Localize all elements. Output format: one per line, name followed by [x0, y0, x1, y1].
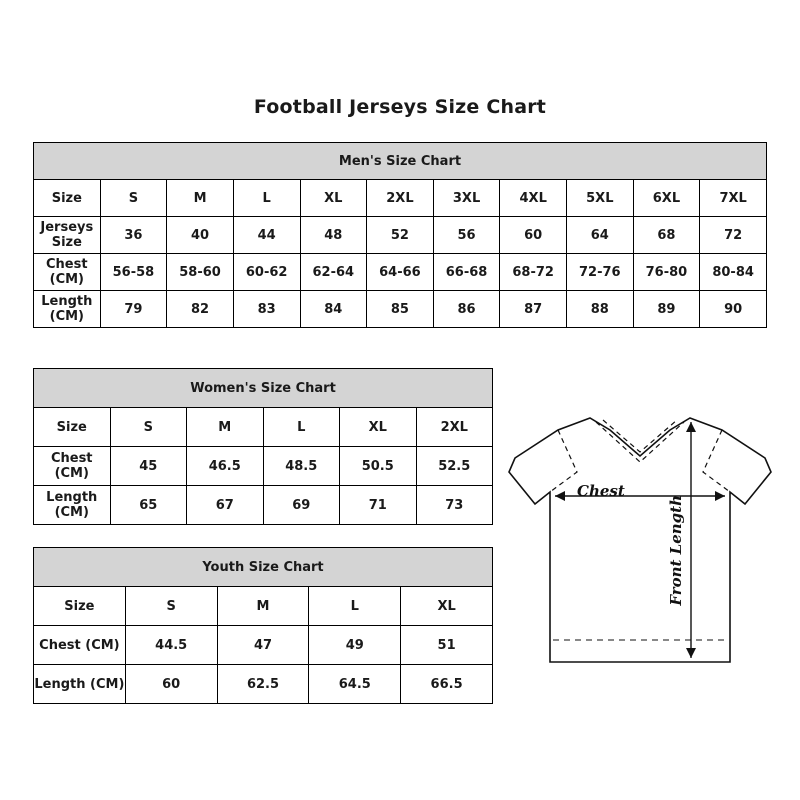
cell: 60	[500, 217, 567, 254]
cell: M	[217, 587, 309, 626]
cell: 88	[567, 291, 634, 328]
cell: 44.5	[125, 626, 217, 665]
cell: 48	[300, 217, 367, 254]
cell: 60	[125, 665, 217, 704]
row-label: Length (CM)	[34, 665, 126, 704]
chest-label: Chest	[577, 482, 625, 500]
cell: 56-58	[100, 254, 167, 291]
cell: 4XL	[500, 180, 567, 217]
table-row	[34, 447, 493, 486]
table-row	[34, 180, 767, 217]
chest-arrow-right-icon	[715, 491, 725, 501]
row-label: Chest (CM)	[34, 626, 126, 665]
cell: 66-68	[433, 254, 500, 291]
cell: M	[187, 408, 264, 447]
cell: 62-64	[300, 254, 367, 291]
table-row	[34, 217, 767, 254]
youth-chart-caption: Youth Size Chart	[34, 548, 493, 587]
collar-line-2	[603, 420, 677, 452]
cell: 58-60	[167, 254, 234, 291]
cell: S	[100, 180, 167, 217]
table-row	[34, 408, 493, 447]
cell: 62.5	[217, 665, 309, 704]
womens-size-chart-table	[33, 368, 493, 525]
shirt-outline-svg	[495, 400, 785, 690]
cell: 65	[110, 486, 187, 525]
womens-chart-caption: Women's Size Chart	[34, 369, 493, 408]
cell: S	[110, 408, 187, 447]
cell: 3XL	[433, 180, 500, 217]
chest-arrow-left-icon	[555, 491, 565, 501]
t-shirt-measurement-diagram	[495, 400, 785, 690]
cell: 80-84	[700, 254, 767, 291]
table-row	[34, 486, 493, 525]
row-label: Length (CM)	[34, 486, 111, 525]
cell: 48.5	[263, 447, 340, 486]
cell: 86	[433, 291, 500, 328]
cell: 64	[567, 217, 634, 254]
cell: 82	[167, 291, 234, 328]
cell: M	[167, 180, 234, 217]
row-label: Chest (CM)	[34, 447, 111, 486]
cell: S	[125, 587, 217, 626]
cell: 85	[367, 291, 434, 328]
cell: XL	[340, 408, 417, 447]
cell: 56	[433, 217, 500, 254]
cell: 90	[700, 291, 767, 328]
cell: 64-66	[367, 254, 434, 291]
cell: 49	[309, 626, 401, 665]
cell: 87	[500, 291, 567, 328]
cell: 51	[401, 626, 493, 665]
front-length-arrow-top-icon	[686, 422, 696, 432]
cell: 83	[233, 291, 300, 328]
cell: 47	[217, 626, 309, 665]
cell: L	[233, 180, 300, 217]
row-label: Size	[34, 587, 126, 626]
cell: 68-72	[500, 254, 567, 291]
cell: 2XL	[367, 180, 434, 217]
cell: 71	[340, 486, 417, 525]
table-row	[34, 626, 493, 665]
page-title: Football Jerseys Size Chart	[253, 96, 547, 118]
cell: 7XL	[700, 180, 767, 217]
row-label: Size	[34, 408, 111, 447]
table-caption-row	[34, 369, 493, 408]
row-label: Length (CM)	[34, 291, 101, 328]
cell: 36	[100, 217, 167, 254]
left-sleeve-seam	[550, 430, 577, 492]
cell: 60-62	[233, 254, 300, 291]
right-sleeve-seam	[703, 430, 730, 492]
row-label: Jerseys Size	[34, 217, 101, 254]
cell: 52	[367, 217, 434, 254]
cell: L	[263, 408, 340, 447]
cell: XL	[300, 180, 367, 217]
table-row	[34, 254, 767, 291]
cell: 73	[416, 486, 493, 525]
cell: 40	[167, 217, 234, 254]
cell: 46.5	[187, 447, 264, 486]
youth-size-chart-table	[33, 547, 493, 704]
cell: L	[309, 587, 401, 626]
shirt-outline	[509, 418, 771, 662]
table-row	[34, 587, 493, 626]
cell: 67	[187, 486, 264, 525]
table-caption-row	[34, 143, 767, 180]
cell: 84	[300, 291, 367, 328]
cell: 89	[633, 291, 700, 328]
cell: 64.5	[309, 665, 401, 704]
front-length-arrow-bottom-icon	[686, 648, 696, 658]
cell: 2XL	[416, 408, 493, 447]
cell: 44	[233, 217, 300, 254]
table-row	[34, 665, 493, 704]
cell: 68	[633, 217, 700, 254]
cell: 50.5	[340, 447, 417, 486]
cell: 52.5	[416, 447, 493, 486]
cell: 66.5	[401, 665, 493, 704]
cell: 72	[700, 217, 767, 254]
cell: 79	[100, 291, 167, 328]
cell: 76-80	[633, 254, 700, 291]
cell: 5XL	[567, 180, 634, 217]
table-row	[34, 291, 767, 328]
cell: 45	[110, 447, 187, 486]
cell: XL	[401, 587, 493, 626]
mens-chart-caption: Men's Size Chart	[34, 143, 767, 180]
mens-size-chart-table	[33, 142, 767, 328]
table-caption-row	[34, 548, 493, 587]
cell: 69	[263, 486, 340, 525]
row-label: Size	[34, 180, 101, 217]
front-length-label: Front Length	[667, 495, 685, 606]
cell: 72-76	[567, 254, 634, 291]
row-label: Chest (CM)	[34, 254, 101, 291]
cell: 6XL	[633, 180, 700, 217]
